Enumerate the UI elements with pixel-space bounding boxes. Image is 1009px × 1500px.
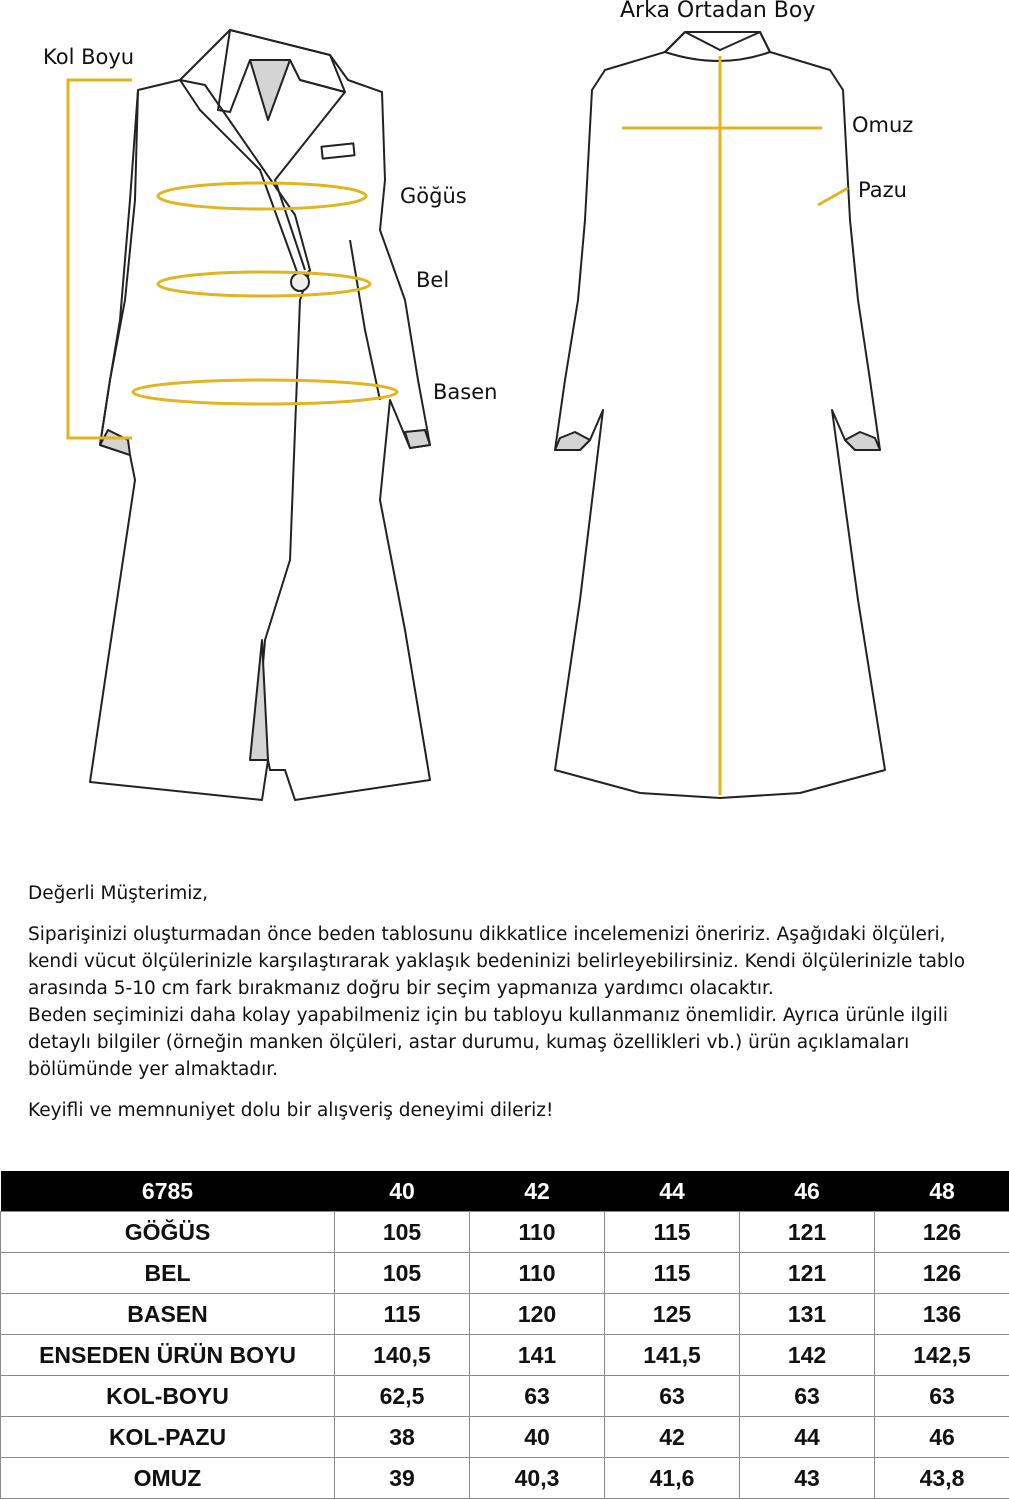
label-arka-ortadan-boy: Arka Ortadan Boy: [620, 0, 816, 23]
table-cell: 121: [740, 1253, 875, 1294]
front-pocket: [321, 143, 354, 158]
table-cell: 136: [875, 1294, 1009, 1335]
table-cell: 43,8: [875, 1458, 1009, 1499]
table-cell: 142: [740, 1335, 875, 1376]
table-cell: 142,5: [875, 1335, 1009, 1376]
row-label: GÖĞÜS: [1, 1212, 335, 1253]
table-cell: 110: [470, 1212, 605, 1253]
basen-ring: [133, 380, 397, 404]
table-cell: 125: [605, 1294, 740, 1335]
front-cuff-left: [100, 430, 130, 455]
back-cuff-left: [555, 432, 590, 450]
notice-paragraph-2: Beden seçiminizi daha kolay yapabilmeniz için bu tabloyu kullanmanız önemlidir. Ayrıca ürünle ilgili detaylı bilgiler (örneğin manken ölçüleri, astar durumu, kumaş özellikleri vb.) ürün açıklamaları bölümünde yer almaktadır.: [28, 1005, 949, 1080]
size-table-header-row: [1, 1171, 1009, 1212]
customer-notice: [28, 880, 988, 1124]
table-cell: 141,5: [605, 1335, 740, 1376]
pazu-line: [818, 188, 848, 205]
table-row: [1, 1376, 1009, 1417]
table-cell: 44: [740, 1417, 875, 1458]
kol-boyu-bracket: [68, 80, 132, 438]
row-label: ENSEDEN ÜRÜN BOYU: [1, 1335, 335, 1376]
row-label: BEL: [1, 1253, 335, 1294]
table-cell: 40: [470, 1417, 605, 1458]
table-cell: 41,6: [605, 1458, 740, 1499]
table-cell: 63: [875, 1376, 1009, 1417]
table-cell: 115: [605, 1212, 740, 1253]
table-cell: 42: [605, 1417, 740, 1458]
table-cell: 43: [740, 1458, 875, 1499]
notice-paragraph-1: Siparişinizi oluşturmadan önce beden tablosunu dikkatlice incelemenizi öneririz. Aşağıdaki ölçüleri, kendi vücut ölçülerinizle karşılaştırarak yaklaşık bedeninizi belirleyebilirsiniz. Kendi ölçülerinizle tablo arasında 5-10 cm fark bırakmanız doğru bir seçim yapmanıza yardımcı olacaktır.: [28, 924, 966, 999]
header-size-40: 40: [335, 1171, 470, 1212]
back-measure-lines: [622, 56, 848, 795]
notice-closing: Keyifli ve memnuniyet dolu bir alışveriş deneyimi dileriz!: [28, 1100, 554, 1121]
header-size-44: 44: [605, 1171, 740, 1212]
label-bel: Bel: [416, 268, 450, 292]
table-cell: 110: [470, 1253, 605, 1294]
table-cell: 40,3: [470, 1458, 605, 1499]
label-pazu: Pazu: [858, 178, 907, 202]
table-row: [1, 1294, 1009, 1335]
front-measure-lines: [68, 80, 397, 438]
front-neck-lining: [250, 60, 290, 120]
front-lapel: [180, 80, 310, 280]
row-label: KOL-PAZU: [1, 1417, 335, 1458]
table-cell: 140,5: [335, 1335, 470, 1376]
table-cell: 63: [470, 1376, 605, 1417]
header-size-42: 42: [470, 1171, 605, 1212]
front-button: [291, 273, 309, 291]
row-label: OMUZ: [1, 1458, 335, 1499]
table-cell: 63: [605, 1376, 740, 1417]
label-kol-boyu: Kol Boyu: [43, 45, 135, 69]
table-cell: 141: [470, 1335, 605, 1376]
label-gogus: Göğüs: [400, 184, 467, 208]
header-size-48: 48: [875, 1171, 1009, 1212]
table-cell: 39: [335, 1458, 470, 1499]
table-cell: 126: [875, 1253, 1009, 1294]
back-cuff-right: [845, 432, 880, 450]
table-row: [1, 1458, 1009, 1499]
table-cell: 105: [335, 1253, 470, 1294]
table-cell: 120: [470, 1294, 605, 1335]
back-collar: [665, 32, 770, 61]
front-lining-slit: [250, 640, 268, 760]
table-cell: 63: [740, 1376, 875, 1417]
table-cell: 121: [740, 1212, 875, 1253]
table-cell: 46: [875, 1417, 1009, 1458]
table-cell: 38: [335, 1417, 470, 1458]
table-row: [1, 1253, 1009, 1294]
bel-ring: [158, 272, 370, 296]
front-seam-right: [350, 240, 380, 400]
header-size-46: 46: [740, 1171, 875, 1212]
table-row: [1, 1417, 1009, 1458]
label-basen: Basen: [433, 380, 498, 404]
table-cell: 115: [605, 1253, 740, 1294]
notice-greeting: Değerli Müşterimiz,: [28, 883, 208, 904]
table-row: [1, 1335, 1009, 1376]
size-table: [0, 1171, 1009, 1499]
table-cell: 131: [740, 1294, 875, 1335]
table-cell: 126: [875, 1212, 1009, 1253]
header-model-code: 6785: [1, 1171, 335, 1212]
table-cell: 105: [335, 1212, 470, 1253]
gogus-ring: [158, 183, 366, 209]
coat-front-drawing: [90, 30, 430, 800]
table-row: [1, 1212, 1009, 1253]
front-cuff-right: [405, 430, 430, 448]
label-omuz: Omuz: [852, 113, 914, 137]
row-label: KOL-BOYU: [1, 1376, 335, 1417]
table-cell: 115: [335, 1294, 470, 1335]
row-label: BASEN: [1, 1294, 335, 1335]
table-cell: 62,5: [335, 1376, 470, 1417]
